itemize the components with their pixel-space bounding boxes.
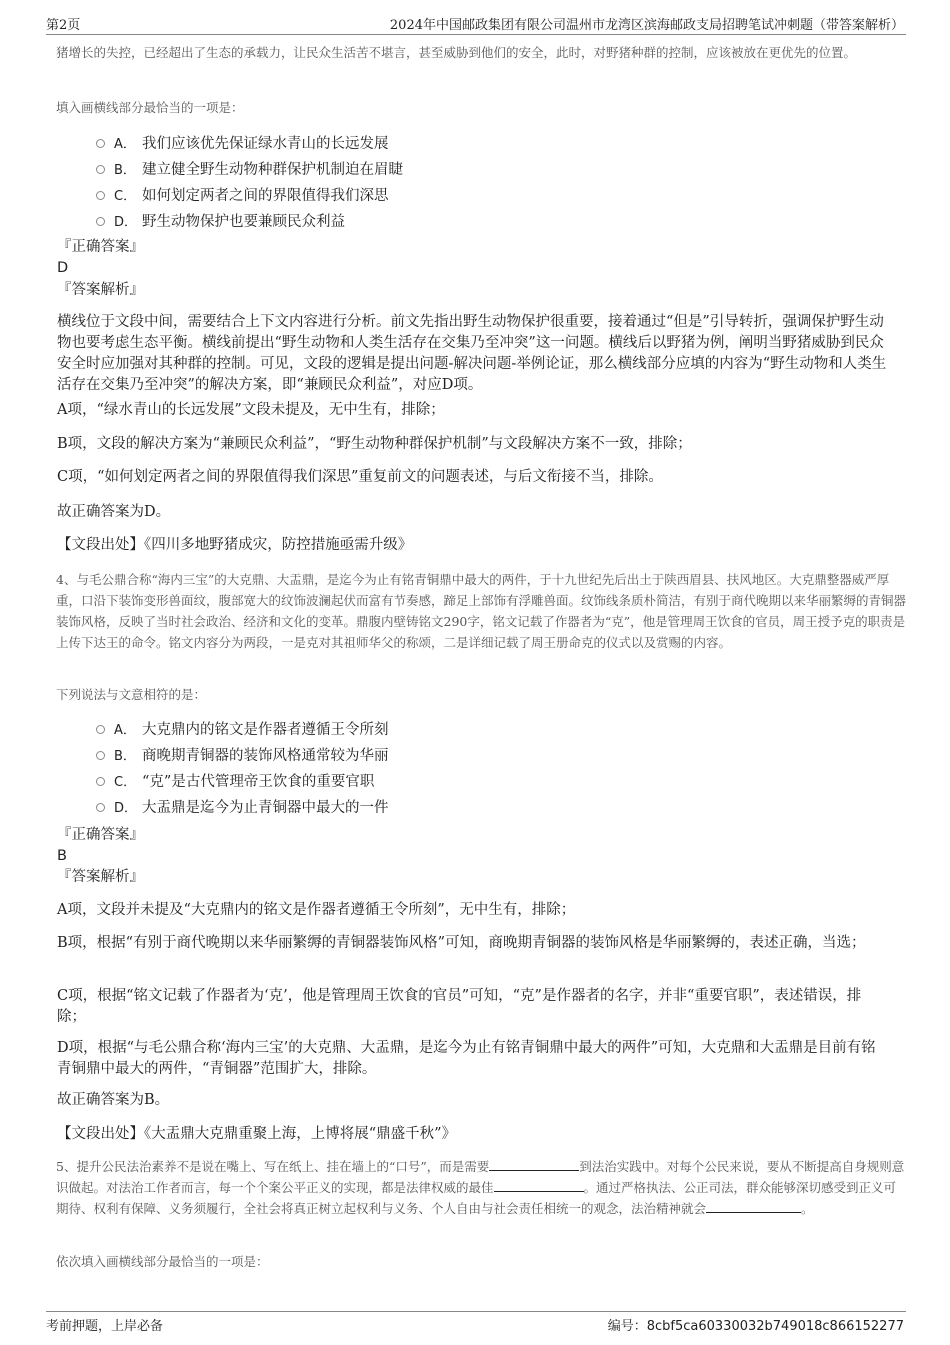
q3-analysis-main: 横线位于文段中间，需要结合上下文内容进行分析。前文先指出野生动物保护很重要，接着通过“但是”引导转折，强调保护野生动物也要考虑生态平衡。横线前提出“野生动物和人类生活存在交集乃至冲突”这一问题。横线后以野猪为例，阐明当野猪威胁到民众安全时应加强对其种群的控制。可见，文段的逻辑是提出问题-解决问题-举例论证，那么横线部分应填的内容为“野生动物和人类生活存在交集乃至冲突”的解决方案，即“兼顾民众利益”，对应D项。 <box>57 314 887 393</box>
q5-passage: 5、提升公民法治素养不是说在嘴上、写在纸上、挂在墙上的“口号”，而是需要 到法治实践中。对每个公民来说，要从不断提高自身规则意识做起。对法治工作者而言，每一个个案公平正义的实现，都是法律权威的最佳 。通过严格执法、公正司法，群众能够深切感受到正义可期待、权利有保障、义务须履行，全社会将真正树立起权利与义务、个人自由与社会责任相统一的观念，法治精神就会 。 <box>56 1159 905 1216</box>
q4-analysis-d: D项，根据“与毛公鼎合称‘海内三宝’的大克鼎、大盂鼎，是迄今为止有铭青铜鼎中最大的两件”可知，大克鼎和大盂鼎是目前有铭青铜鼎中最大的两件，“青铜器”范围扩大，排除。 <box>57 1040 876 1077</box>
footer-slogan: 考前押题，上岸必备 <box>46 1319 164 1334</box>
q4-answer: B <box>57 848 67 864</box>
q3-option-d[interactable]: D． 野生动物保护也要兼顾民众利益 <box>96 209 696 235</box>
page-footer <box>46 1311 906 1334</box>
q3-answer: D <box>57 260 69 276</box>
q3-analysis-b: B项，文段的解决方案为“兼顾民众利益”，“野生动物种群保护机制”与文段解决方案不一致，排除； <box>57 436 692 452</box>
radio-icon[interactable] <box>96 803 105 812</box>
q3-source: 【文段出处】《四川多地野猪成灾，防控措施亟需升级》 <box>57 537 413 553</box>
radio-icon[interactable] <box>96 165 105 174</box>
blank-2 <box>494 1179 584 1192</box>
q3-options <box>96 131 696 235</box>
q3-option-b[interactable]: B． 建立健全野生动物种群保护机制迫在眉睫 <box>96 157 696 183</box>
q4-source: 【文段出处】《大盂鼎大克鼎重聚上海，上博将展“鼎盛千秋”》 <box>57 1126 457 1142</box>
q3-analysis-label: 『答案解析』 <box>57 282 144 298</box>
q3-option-a[interactable]: A． 我们应该优先保证绿水青山的长远发展 <box>96 131 696 157</box>
q3-analysis-c: C项，“如何划定两者之间的界限值得我们深思”重复前文的问题表述，与后文衔接不当，排除。 <box>57 469 663 485</box>
q4-analysis-a: A项，文段并未提及“大克鼎内的铭文是作器者遵循王令所刻”，无中生有，排除； <box>57 902 576 918</box>
q3-prompt: 填入画横线部分最恰当的一项是： <box>56 100 244 115</box>
page-header <box>46 14 906 35</box>
q5-prompt: 依次填入画横线部分最恰当的一项是： <box>56 1254 269 1269</box>
code-value: 8cbf5ca60330032b749018c866152277 <box>646 1319 904 1334</box>
q4-analysis-label: 『答案解析』 <box>57 869 144 885</box>
q4-option-b[interactable]: B． 商晚期青铜器的装饰风格通常较为华丽 <box>96 743 696 769</box>
radio-icon[interactable] <box>96 217 105 226</box>
blank-3 <box>706 1200 801 1213</box>
radio-icon[interactable] <box>96 191 105 200</box>
blank-1 <box>489 1158 579 1171</box>
q4-conclusion: 故正确答案为B。 <box>57 1092 170 1108</box>
q4-analysis-b: B项，根据“有别于商代晚期以来华丽繁缛的青铜器装饰风格”可知，商晚期青铜器的装饰风格是华丽繁缛的，表述正确，当选； <box>57 935 866 951</box>
radio-icon[interactable] <box>96 751 105 760</box>
radio-icon[interactable] <box>96 777 105 786</box>
document-title: 2024年中国邮政集团有限公司温州市龙湾区滨海邮政支局招聘笔试冲刺题（带答案解析） <box>389 18 904 33</box>
q4-option-d[interactable]: D． 大盂鼎是迄今为止青铜器中最大的一件 <box>96 795 696 821</box>
q3-passage-tail: 猪增长的失控，已经超出了生态的承载力，让民众生活苦不堪言，甚至威胁到他们的安全，此时，对野猪种群的控制，应该被放在更优先的位置。 <box>56 45 857 60</box>
q4-passage: 4、与毛公鼎合称“海内三宝”的大克鼎、大盂鼎，是迄今为止有铭青铜鼎中最大的两件，于十九世纪先后出土于陕西眉县、扶风地区。大克鼎整器威严厚重，口沿下装饰变形兽面纹，腹部宽大的纹饰波澜起伏而富有节奏感，蹄足上部饰有浮雕兽面。纹饰线条质朴简洁，有别于商代晚期以来华丽繁缛的青铜器装饰风格，反映了当时社会政治、经济和文化的变革。鼎腹内壁铸铭文290字，铭文记载了作器者为“克”，他是管理周王饮食的官员，周王授予克的职责是上传下达王的命令。铭文内容分为两段，一是克对其祖师华父的称颂，二是详细记载了周王册命克的仪式以及赏赐的内容。 <box>56 572 907 650</box>
q4-answer-label: 『正确答案』 <box>57 827 144 843</box>
radio-icon[interactable] <box>96 139 105 148</box>
q3-answer-label: 『正确答案』 <box>57 239 144 255</box>
q3-option-c[interactable]: C． 如何划定两者之间的界限值得我们深思 <box>96 183 696 209</box>
q4-options <box>96 717 696 821</box>
q4-analysis-c: C项，根据“铭文记载了作器者为‘克’，他是管理周王饮食的官员”可知，“克”是作器者的名字，并非“重要官职”，表述错误，排除； <box>57 988 862 1025</box>
q3-conclusion: 故正确答案为D。 <box>57 504 171 520</box>
radio-icon[interactable] <box>96 725 105 734</box>
q4-option-a[interactable]: A． 大克鼎内的铭文是作器者遵循王令所刻 <box>96 717 696 743</box>
q4-option-c[interactable]: C． “克”是古代管理帝王饮食的重要官职 <box>96 769 696 795</box>
footer-code: 编号：8cbf5ca60330032b749018c866152277 <box>607 1319 904 1334</box>
page-number: 第2页 <box>46 18 81 33</box>
q4-prompt: 下列说法与文意相符的是： <box>56 687 207 702</box>
q3-analysis-a: A项，“绿水青山的长远发展”文段未提及，无中生有，排除； <box>57 402 445 418</box>
